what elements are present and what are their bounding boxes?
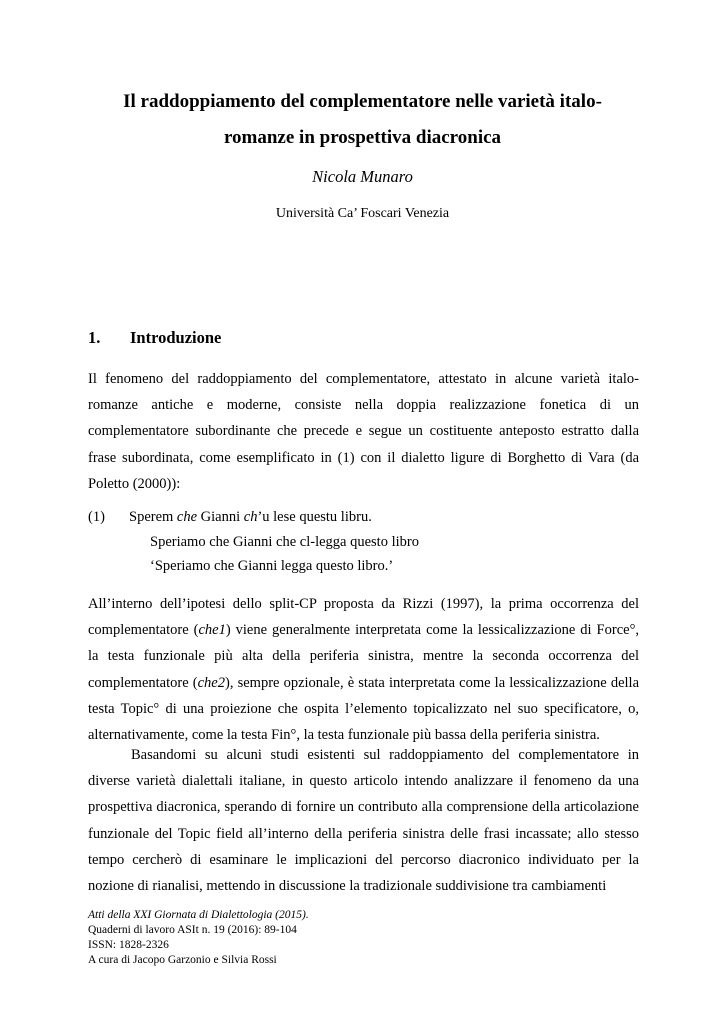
section-title: Introduzione xyxy=(130,328,222,347)
example-text: ’u lese questu libru. xyxy=(257,509,372,525)
example-number: (1) xyxy=(88,509,105,525)
publication-footnote xyxy=(88,908,309,968)
paragraph-text: ), sempre opzionale, è stata interpretata come la lessicalizzazione della testa Topic° di una proiezione che ospita l’elemento topicalizzato nel suo specificatore, o, alternativamente, come la testa Fin°, la testa funzionale più bassa della periferia sinistra. xyxy=(88,674,640,744)
example-comp-2: ch xyxy=(243,509,258,525)
paragraph-text: ) viene generalmente interpretata come la lessicalizzazione di Force°, la testa funzionale più alta della periferia sinistra, mentre la seconda occorrenza del complementatore ( xyxy=(88,622,639,691)
example-text: Sperem xyxy=(129,509,177,525)
example-translation: ‘Speriamo che Gianni legga questo libro.’ xyxy=(150,558,394,574)
paragraph-3: Basandomi su alcuni studi esistenti sul raddoppiamento del complementatore in diverse varietà dialettali italiane, in questo articolo intendo analizzare il fenomeno da una prospettiva diacronica, sperando di fornire un contributo alla comprensione della articolazione funzionale del Topic field all’interno della periferia sinistra delle frasi incassate; allo stesso tempo cercherò di esaminare le implicazioni del percorso diacronico individuato per la nozione di rianalisi, mettendo in discussione la tradizionale suddivisione tra cambiamenti xyxy=(88,747,639,895)
title-line-2: romanze in prospettiva diacronica xyxy=(223,127,502,148)
example-sentence xyxy=(129,505,372,530)
example-comp-1: che xyxy=(176,509,198,525)
author-affiliation: Università Ca’ Foscari Venezia xyxy=(275,206,450,221)
paragraph-italic: che1 xyxy=(198,622,226,639)
paragraph-1: Il fenomeno del raddoppiamento del complementatore, attestato in alcune varietà italo-romanze antiche e moderne, consiste nella doppia realizzazione fonetica di un complementatore subordinante che precede e segue un costituente anteposto estratto dalla frase subordinata, come esemplificato in (1) con il dialetto ligure di Borghetto di Vara (da Poletto (2000)): xyxy=(88,371,639,492)
paragraph-italic: che2 xyxy=(197,674,225,691)
example-text: Gianni xyxy=(197,509,244,525)
footnote-line-4: A cura di Jacopo Garzonio e Silvia Rossi xyxy=(88,954,277,966)
footnote-line-1: Atti della XXI Giornata di Dialettologia (2015). xyxy=(88,909,309,921)
section-heading xyxy=(88,327,221,349)
example-gloss: Speriamo che Gianni che cl-legga questo libro xyxy=(150,533,419,550)
paragraph-text: All’interno dell’ipotesi dello split-CP proposta da Rizzi (1997), la prima occorrenza del complementatore ( xyxy=(88,596,639,639)
section-number: 1. xyxy=(88,328,101,347)
paper-title xyxy=(88,84,637,156)
paragraph-2 xyxy=(88,591,639,748)
title-line-1: Il raddoppiamento del complementatore nelle varietà italo- xyxy=(123,91,602,112)
footnote-line-2: Quaderni di lavoro ASIt n. 19 (2016): 89-104 xyxy=(88,924,297,936)
footnote-line-3: ISSN: 1828-2326 xyxy=(88,939,169,951)
author-name: Nicola Munaro xyxy=(312,167,413,186)
